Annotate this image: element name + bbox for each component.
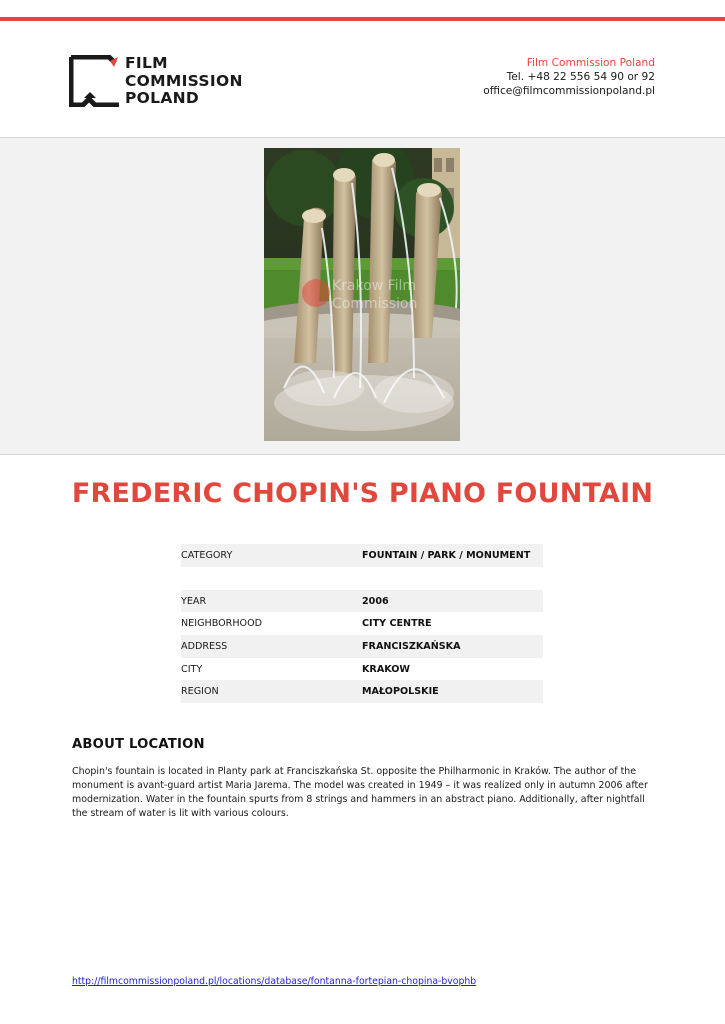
info-value: 2006 bbox=[362, 595, 389, 607]
logo-mark-icon bbox=[69, 55, 121, 107]
info-row-address bbox=[181, 635, 543, 658]
location-photo bbox=[264, 148, 460, 441]
svg-text:Commission: Commission bbox=[332, 296, 418, 312]
info-value: CITY CENTRE bbox=[362, 618, 432, 630]
info-value: KRAKOW bbox=[362, 663, 410, 675]
page-title: FREDERIC CHOPIN'S PIANO FOUNTAIN bbox=[71, 478, 654, 509]
logo-line-3: POLAND bbox=[125, 89, 200, 107]
info-value: FOUNTAIN / PARK / MONUMENT bbox=[362, 549, 531, 561]
info-row-category bbox=[181, 544, 543, 567]
email-address[interactable]: office@filmcommissionpoland.pl bbox=[483, 85, 655, 98]
contact-block bbox=[483, 56, 655, 99]
location-info-table bbox=[181, 544, 543, 703]
source-url-link[interactable]: http://filmcommissionpoland.pl/locations/database/fontanna-fortepian-chopina-bvophb bbox=[72, 976, 477, 987]
about-description: Chopin's fountain is located in Planty park at Franciszkańska St. opposite the Philharmonic in Kraków. The author of the monument is avant-guard artist Maria Jarema. The model was created in 1949 – it was realized only in autumn 2006 after modernization. Water in the fountain spurts from 8 strings and hammers in an abstract piano. Additionally, after nightfall the stream of water is lit with various colours. bbox=[72, 766, 648, 819]
phone-number: Tel. +48 22 556 54 90 or 92 bbox=[506, 71, 655, 84]
info-label: YEAR bbox=[181, 595, 207, 607]
logo-line-2: COMMISSION bbox=[125, 71, 243, 90]
info-label: ADDRESS bbox=[181, 640, 228, 652]
info-label: REGION bbox=[181, 686, 219, 698]
info-value: FRANCISZKAŃSKA bbox=[362, 640, 461, 652]
info-label: CATEGORY bbox=[181, 549, 233, 561]
info-row-neighborhood bbox=[181, 612, 543, 635]
svg-text:Krakow Film: Krakow Film bbox=[332, 278, 417, 294]
info-label: CITY bbox=[181, 663, 203, 675]
org-name: Film Commission Poland bbox=[526, 57, 655, 69]
info-row-year bbox=[181, 590, 543, 613]
info-label: NEIGHBORHOOD bbox=[181, 618, 263, 630]
film-commission-poland-logo[interactable] bbox=[69, 54, 243, 109]
top-accent-bar bbox=[0, 17, 725, 21]
info-row-city bbox=[181, 658, 543, 681]
info-value: MAŁOPOLSKIE bbox=[362, 686, 439, 698]
logo-line-1: FILM bbox=[125, 54, 168, 72]
info-row-region bbox=[181, 680, 543, 703]
logo-wordmark bbox=[125, 55, 243, 108]
about-heading: ABOUT LOCATION bbox=[72, 737, 205, 752]
